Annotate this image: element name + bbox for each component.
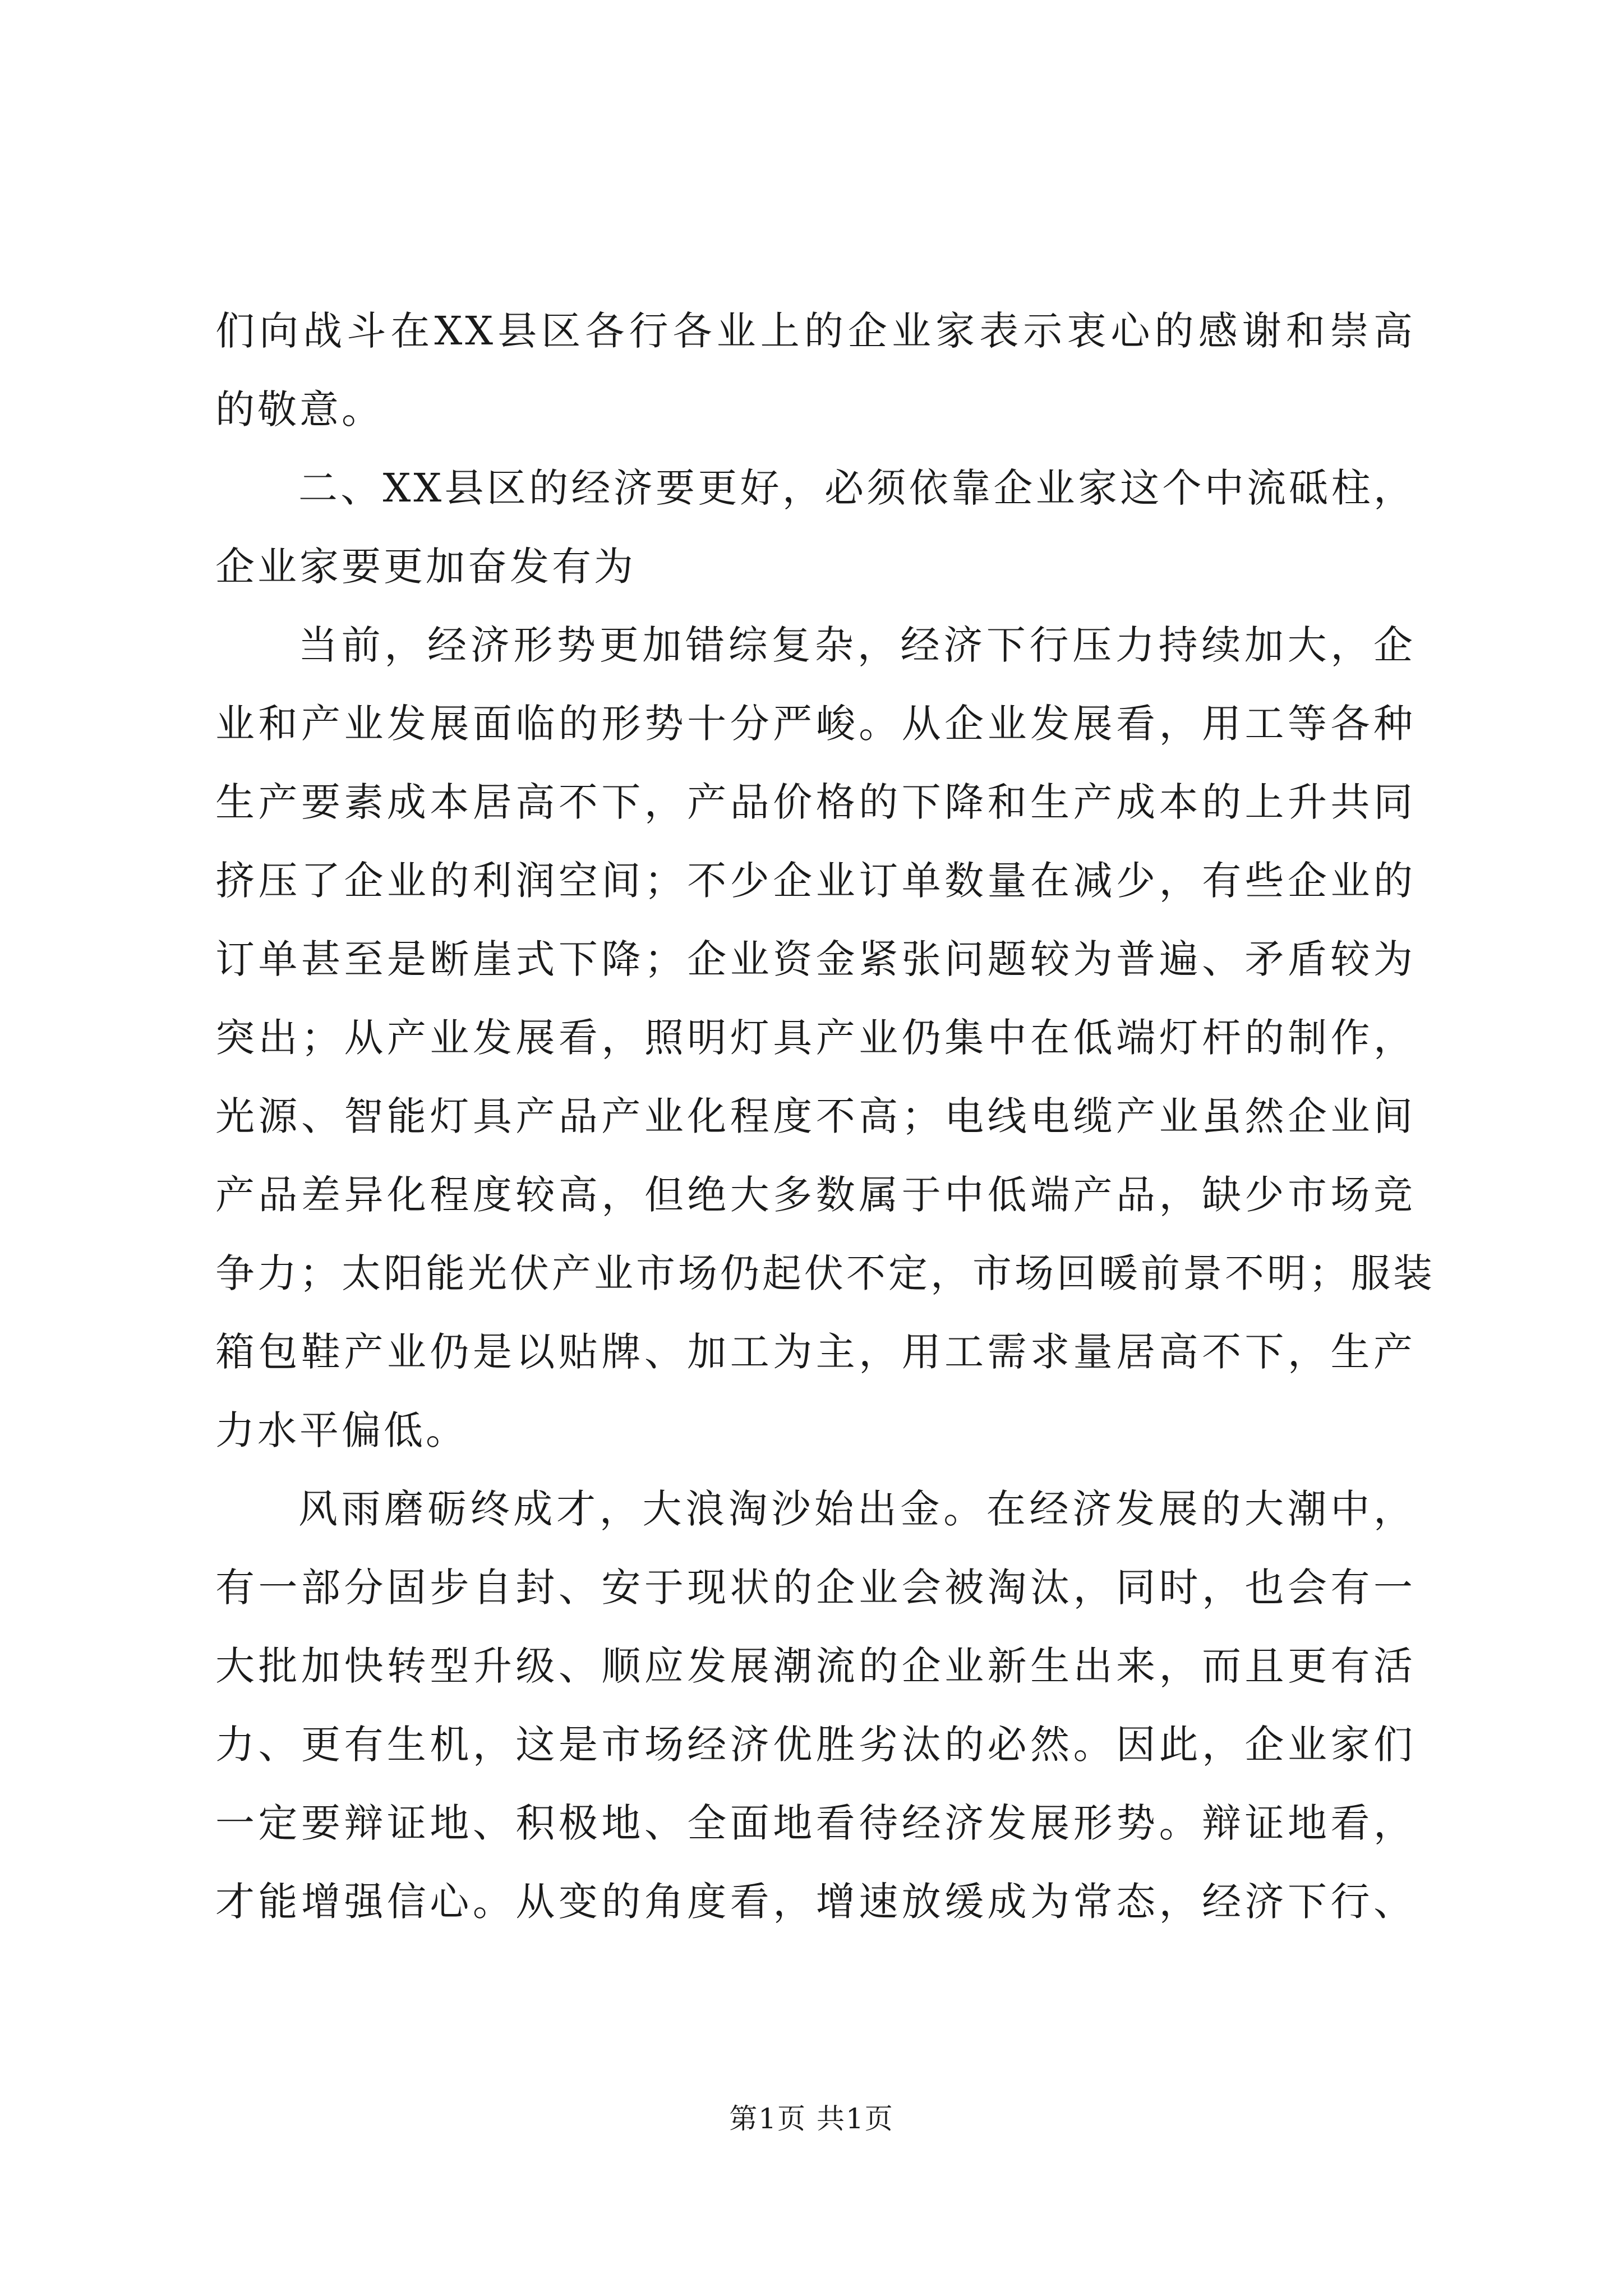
text-line: 生产要素成本居高不下，产品价格的下降和生产成本的上升共同 [215, 779, 1415, 825]
text-line: 光源、智能灯具产品产业化程度不高；电线电缆产业虽然企业间 [215, 1093, 1415, 1139]
text-line: 箱包鞋产业仍是以贴牌、加工为主，用工需求量居高不下，生产 [215, 1329, 1415, 1375]
page-number-footer: 第1页 共1页 [729, 2102, 894, 2135]
text-line: 才能增强信心。从变的角度看，增速放缓成为常态，经济下行、 [215, 1879, 1415, 1925]
text-line: 产品差异化程度较高，但绝大多数属于中低端产品，缺少市场竞 [215, 1172, 1415, 1218]
text-line: 业和产业发展面临的形势十分严峻。从企业发展看，用工等各种 [215, 701, 1415, 747]
text-line: 当前，经济形势更加错综复杂，经济下行压力持续加大，企 [298, 622, 1415, 668]
text-line: 有一部分固步自封、安于现状的企业会被淘汰，同时，也会有一 [215, 1565, 1415, 1611]
text-line: 力、更有生机，这是市场经济优胜劣汰的必然。因此，企业家们 [215, 1722, 1415, 1768]
text-line: 争力；太阳能光伏产业市场仍起伏不定，市场回暖前景不明；服装 [215, 1250, 1435, 1296]
section-heading-line: 企业家要更加奋发有为 [215, 544, 636, 590]
text-line: 力水平偏低。 [215, 1407, 468, 1453]
text-line: 们向战斗在XX县区各行各业上的企业家表示衷心的感谢和崇高 [215, 308, 1415, 354]
text-line: 的敬意。 [215, 386, 384, 432]
text-line: 挤压了企业的利润空间；不少企业订单数量在减少，有些企业的 [215, 858, 1415, 904]
document-body [215, 292, 1435, 1941]
text-line: 一定要辩证地、积极地、全面地看待经济发展形势。辩证地看， [215, 1800, 1415, 1846]
section-heading-line: 二、XX县区的经济要更好，必须依靠企业家这个中流砥柱， [298, 465, 1415, 511]
text-line: 风雨磨砺终成才，大浪淘沙始出金。在经济发展的大潮中， [298, 1486, 1415, 1532]
text-line: 大批加快转型升级、顺应发展潮流的企业新生出来，而且更有活 [215, 1643, 1415, 1689]
text-line: 突出；从产业发展看，照明灯具产业仍集中在低端灯杆的制作， [215, 1015, 1415, 1061]
text-line: 订单甚至是断崖式下降；企业资金紧张问题较为普遍、矛盾较为 [215, 936, 1415, 982]
